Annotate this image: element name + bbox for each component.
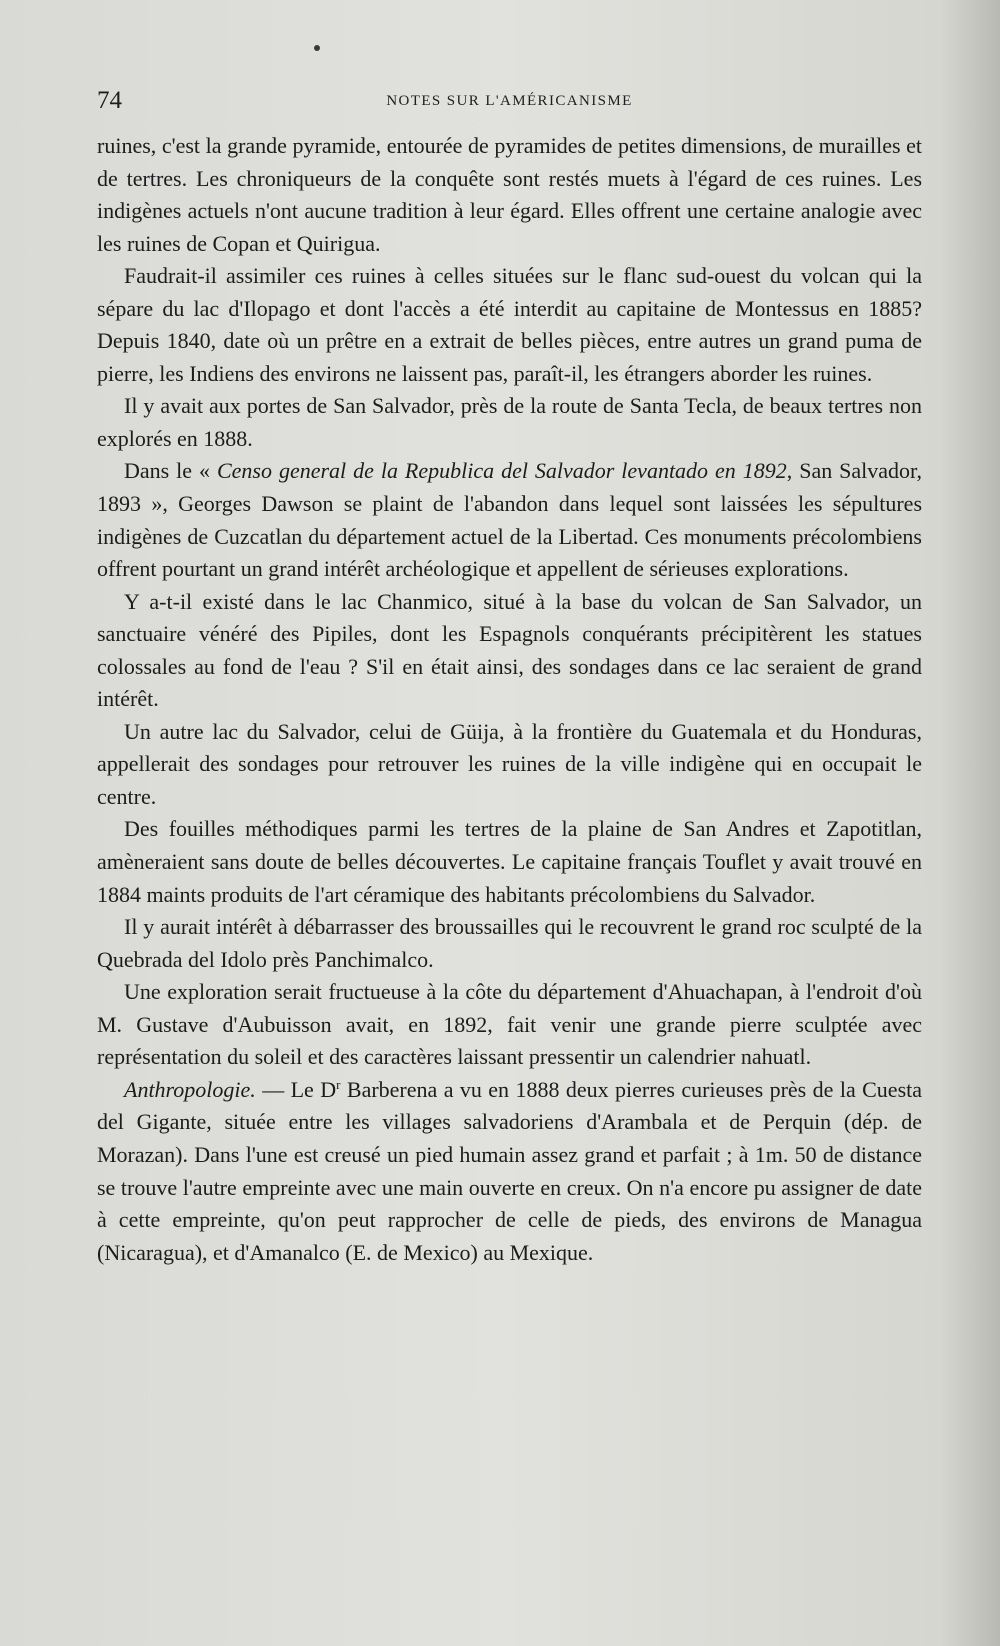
paragraph-1: ruines, c'est la grande pyramide, entourée de pyramides de petites dimensions, de murailles et de tertres. Les chroniqueurs de la conquête sont restés muets à l'égard de ces ruines. Les indigènes actuels n'ont aucune tradition à leur égard. Elles offrent une certaine analogie avec les ruines de Copan et Quirigua. xyxy=(97,133,922,256)
running-title: NOTES SUR L'AMÉRICANISME xyxy=(386,93,633,109)
paragraph-2: Faudrait-il assimiler ces ruines à celles situées sur le flanc sud-ouest du volcan qui la sépare du lac d'Ilopago et dont l'accès a été interdit au capitaine de Montessus en 1885? Depuis 1840, date où un prêtre en a extrait de belles pièces, entre autres un grand puma de pierre, les Indiens des environs ne laissent pas, paraît-il, les étrangers aborder les ruines. xyxy=(97,263,922,386)
census-title: Censo general de la Republica del Salvador levantado en 1892 xyxy=(216,458,787,484)
paragraph-10-rest: Barberena a vu en 1888 deux pierres curieuses près de la Cuesta del Gigante, située entre les villages salvadoriens d'Arambala et de Perquin (dép. de Morazan). Dans l'une est creusé un pied humain assez grand et parfait ; à 1m. 50 de distance se trouve l'autre empreinte avec une main ouverte en creux. On n'a encore pu assigner de date à cette empreinte, qu'on peut rapprocher de celle de pieds, des environs de Managua (Nicaragua), et d'Amanalco (E. de Mexico) au Mexique. xyxy=(97,1076,923,1265)
paragraph-7: Des fouilles méthodiques parmi les tertres de la plaine de San Andres et Zapotitlan, amèneraient sans doute de belles découvertes. Le capitaine français Touflet y avait trouvé en 1884 maints produits de l'art céramique des habitants précolombiens du Salvador. xyxy=(97,816,922,907)
ink-speck xyxy=(314,45,320,51)
paragraph-5: Y a-t-il existé dans le lac Chanmico, situé à la base du volcan de San Salvador, un sanctuaire vénéré des Pipiles, dont les Espagnols conquérants précipitèrent les statues colossales au fond de l'eau ? S'il en était ainsi, des sondages dans ce lac seraient de grand intérêt. xyxy=(97,588,922,712)
paragraph-9: Une exploration serait fructueuse à la côte du département d'Ahuachapan, à l'endroit d'où M. Gustave d'Aubuisson avait, en 1892, fait venir une grande pierre sculptée avec représentation du soleil et des caractères laissant pressentir un calendrier nahuatl. xyxy=(97,979,922,1070)
paragraph-3: Il y avait aux portes de San Salvador, près de la route de Santa Tecla, de beaux tertres non explorés en 1888. xyxy=(97,393,922,451)
doctor-abbrev-sup: r xyxy=(336,1076,341,1092)
section-heading-anthropologie: Anthropologie. xyxy=(124,1076,256,1102)
body-text xyxy=(97,130,922,1269)
paragraph-10-dash: — Le D xyxy=(255,1076,337,1102)
paragraph-10 xyxy=(97,1074,922,1269)
paragraph-4-rest: , San Salvador, 1893 », Georges Dawson se plaint de l'abandon dans lequel sont laissées les sépultures indigènes de Cuzcatlan du département actuel de la Libertad. Ces monuments précolombiens offrent pourtant un grand intérêt archéologique et appellent de sérieuses explorations. xyxy=(97,458,922,582)
page-header xyxy=(97,86,922,116)
page-number: 74 xyxy=(97,87,122,114)
paragraph-6: Un autre lac du Salvador, celui de Güija, à la frontière du Guatemala et du Honduras, appellerait des sondages pour retrouver les ruines de la ville indigène qui en occupait le centre. xyxy=(97,718,922,809)
paragraph-4 xyxy=(97,455,922,585)
paragraph-4-start: Dans le « xyxy=(124,458,211,484)
paragraph-8: Il y aurait intérêt à débarrasser des broussailles qui le recouvrent le grand roc sculpté de la Quebrada del Idolo près Panchimalco. xyxy=(97,914,922,972)
